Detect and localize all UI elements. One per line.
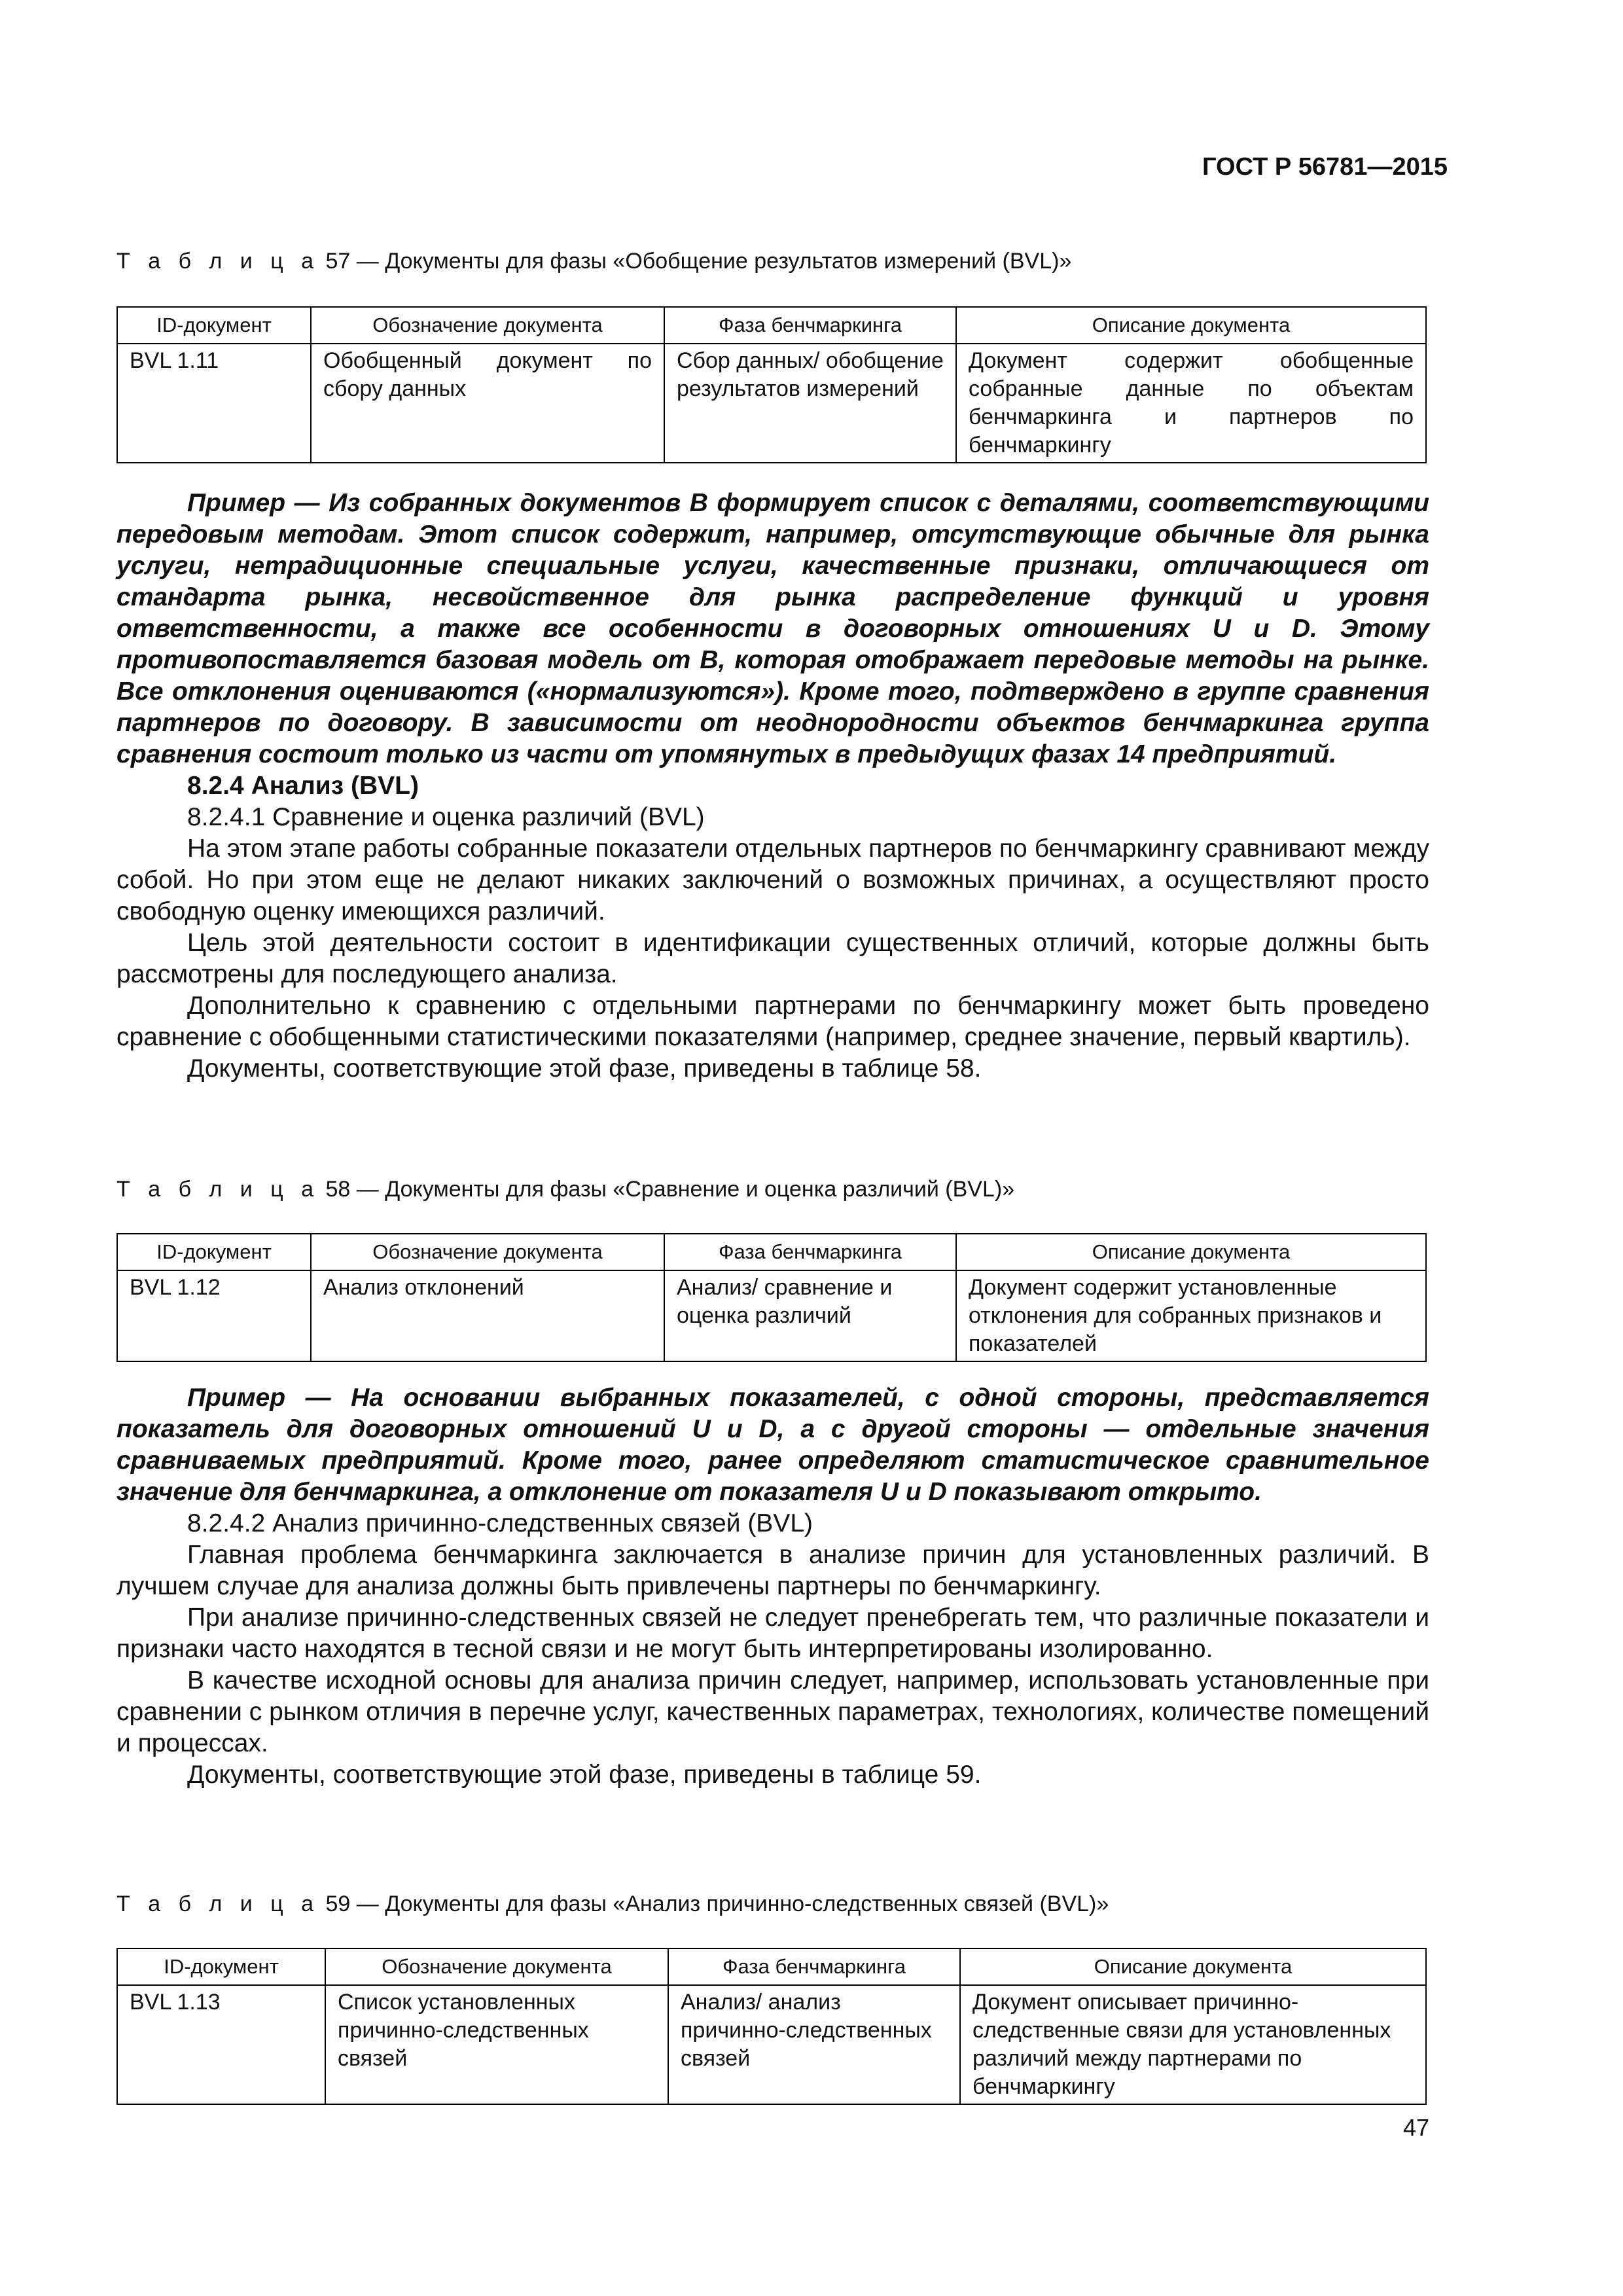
paragraph: В качестве исходной основы для анализа причин следует, например, использовать установленные при сравнении с рынком отличия в перечне услуг, качественных параметрах, технологиях, количестве помещений и процессах. [116, 1666, 1429, 1757]
cell-phase: Анализ/ сравнение и оценка различий [664, 1270, 956, 1361]
document-header: ГОСТ Р 56781—2015 [1202, 153, 1448, 181]
table-header-row [117, 1234, 1426, 1270]
paragraph: Дополнительно к сравнению с отдельными партнерами по бенчмаркингу может быть проведено сравнение с обобщенными статистическими показателями (например, среднее значение, первый квартиль). [116, 992, 1429, 1051]
paragraph: Документы, соответствующие этой фазе, приведены в таблице 58. [187, 1054, 982, 1083]
table-58-caption-text: 58 — Документы для фазы «Сравнение и оценка различий (BVL)» [319, 1177, 1015, 1202]
cell-description: Документ описывает причинно-следственные связи для установленных различий между партнерами по бенчмаркингу [960, 1985, 1426, 2104]
table-header-row [117, 307, 1426, 344]
column-header-phase: Фаза бенчмаркинга [664, 307, 956, 344]
table-59-caption-text: 59 — Документы для фазы «Анализ причинно-следственных связей (BVL)» [319, 1892, 1109, 1916]
subsection-heading: 8.2.4.2 Анализ причинно-следственных связей (BVL) [187, 1509, 813, 1537]
column-header-id: ID-документ [117, 1948, 325, 1985]
paragraph: При анализе причинно-следственных связей не следует пренебрегать тем, что различные показатели и признаки часто находятся в тесной связи и не могут быть интерпретированы изолированно. [116, 1604, 1429, 1663]
column-header-id: ID-документ [117, 307, 311, 344]
table-header-row [117, 1948, 1426, 1985]
cell-phase: Сбор данных/ обобщение результатов измерений [664, 344, 956, 463]
cell-description: Документ содержит установленные отклонения для собранных признаков и показателей [956, 1270, 1426, 1361]
main-text-block-1 [116, 488, 1429, 1085]
table-57 [116, 306, 1427, 463]
paragraph: Документы, соответствующие этой фазе, приведены в таблице 59. [187, 1761, 982, 1789]
table-58 [116, 1233, 1427, 1362]
cell-description: Документ содержит обобщенные собранные данные по объектам бенчмаркинга и партнеров по бенчмаркингу [956, 344, 1426, 463]
main-text-block-2 [116, 1382, 1429, 1791]
table-57-caption [116, 249, 1465, 274]
example-paragraph: Пример — Из собранных документов В формирует список с деталями, соответствующими передовым методам. Этот список содержит, например, отсутствующие обычные для рынка услуги, нетрадиционные специальные услуги, качественные признаки, отличающиеся от стандарта рынка, несвойственное для рынка распределение функций и уровня ответственности, а также все особенности в договорных отношениях U и D. Этому противопоставляется базовая модель от В, которая отображает передовые методы на рынке. Все отклонения оцениваются («нормализуются»). Кроме того, подтверждено в группе сравнения партнеров по договору. В зависимости от неоднородности объектов бенчмаркинга группа сравнения состоит только из части от упомянутых в предыдущих фазах 14 предприятий. [116, 489, 1429, 768]
cell-name: Анализ отклонений [311, 1270, 664, 1361]
column-header-name: Обозначение документа [325, 1948, 668, 1985]
column-header-name: Обозначение документа [311, 307, 664, 344]
column-header-phase: Фаза бенчмаркинга [664, 1234, 956, 1270]
paragraph: Цель этой деятельности состоит в идентификации существенных отличий, которые должны быть рассмотрены для последующего анализа. [116, 929, 1429, 988]
column-header-description: Описание документа [956, 1234, 1426, 1270]
paragraph: Главная проблема бенчмаркинга заключается в анализе причин для установленных различий. В лучшем случае для анализа должны быть привлечены партнеры по бенчмаркингу. [116, 1541, 1429, 1600]
table-59-caption-prefix: Т а б л и ц а [116, 1892, 320, 1916]
column-header-phase: Фаза бенчмаркинга [668, 1948, 960, 1985]
section-heading: 8.2.4 Анализ (BVL) [187, 772, 419, 800]
table-row [117, 344, 1426, 463]
paragraph: На этом этапе работы собранные показатели отдельных партнеров по бенчмаркингу сравнивают между собой. Но при этом еще не делают никаких заключений о возможных причинах, а осуществляют просто свободную оценку имеющихся различий. [116, 834, 1429, 925]
cell-id: BVL 1.11 [117, 344, 311, 463]
table-57-caption-text: 57 — Документы для фазы «Обобщение результатов измерений (BVL)» [319, 249, 1072, 274]
subsection-heading: 8.2.4.1 Сравнение и оценка различий (BVL) [187, 803, 705, 831]
table-58-caption [116, 1177, 1465, 1202]
cell-name: Обобщенный документ по сбору данных [311, 344, 664, 463]
table-row [117, 1985, 1426, 2104]
page-number: 47 [1402, 2114, 1429, 2141]
column-header-id: ID-документ [117, 1234, 311, 1270]
example-paragraph: Пример — На основании выбранных показателей, с одной стороны, представляется показатель для договорных отношений U и D, а с другой стороны — отдельные значения сравниваемых предприятий. Кроме того, ранее определяют статистическое сравнительное значение для бенчмаркинга, а отклонение от показателя U и D показывают открыто. [116, 1384, 1429, 1506]
cell-name: Список установленных причинно-следственных связей [325, 1985, 668, 2104]
table-57-caption-prefix: Т а б л и ц а [116, 249, 320, 274]
table-row [117, 1270, 1426, 1361]
column-header-name: Обозначение документа [311, 1234, 664, 1270]
table-58-caption-prefix: Т а б л и ц а [116, 1177, 320, 1202]
table-59-caption [116, 1892, 1465, 1917]
cell-phase: Анализ/ анализ причинно-следственных связей [668, 1985, 960, 2104]
table-59 [116, 1948, 1427, 2105]
column-header-description: Описание документа [956, 307, 1426, 344]
cell-id: BVL 1.12 [117, 1270, 311, 1361]
cell-id: BVL 1.13 [117, 1985, 325, 2104]
column-header-description: Описание документа [960, 1948, 1426, 1985]
